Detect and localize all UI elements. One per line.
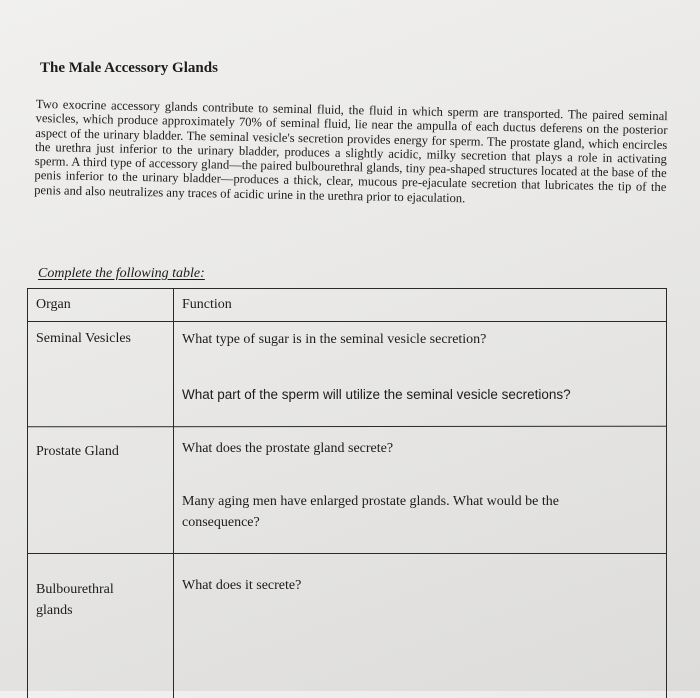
- document-title: The Male Accessory Glands: [40, 60, 218, 76]
- question-sugar-type[interactable]: What type of sugar is in the seminal vesicle secretion?: [182, 332, 487, 347]
- row-divider-1: [28, 426, 666, 428]
- header-function: Function: [182, 297, 232, 312]
- row-divider-2: [28, 553, 666, 554]
- question-enlarged-prostate[interactable]: Many aging men have enlarged prostate glands. What would be the consequence?: [182, 494, 559, 530]
- organ-bulbourethral-glands: Bulbourethral glands: [36, 582, 114, 618]
- question-sperm-part[interactable]: What part of the sperm will utilize the seminal vesicle secretions?: [182, 387, 571, 402]
- intro-paragraph: Two exocrine accessory glands contribute to seminal fluid, the fluid in which sperm are transported. The paired seminal vesicles, which produce approximately 70% of seminal fluid, lie near the ampulla of each ductus deferens on the posterior aspect of the urinary bladder. The seminal vesicle's secretion provides energy for sperm. The prostate gland, which encircles the urethra just inferior to the urinary bladder, produces a slightly acidic, milky secretion that plays a role in activating sperm. A third type of accessory gland—the paired bulbourethral glands, tiny pea-shaped structures located at the base of the penis inferior to the urinary bladder—produces a thick, clear, mucous pre-ejaculate secretion that lubricates the tip of the penis and also neutralizes any traces of acidic urine in the urethra prior to ejaculation.: [34, 97, 668, 206]
- table-instruction: Complete the following table:: [38, 266, 205, 281]
- organ-function-table: [27, 288, 667, 698]
- column-divider: [173, 289, 174, 698]
- question-bulbourethral-secretion[interactable]: What does it secrete?: [182, 578, 302, 593]
- header-divider: [28, 321, 666, 322]
- header-organ: Organ: [36, 297, 71, 312]
- question-prostate-secretion[interactable]: What does the prostate gland secrete?: [182, 441, 394, 456]
- organ-prostate-gland: Prostate Gland: [36, 444, 119, 459]
- organ-seminal-vesicles: Seminal Vesicles: [36, 331, 132, 346]
